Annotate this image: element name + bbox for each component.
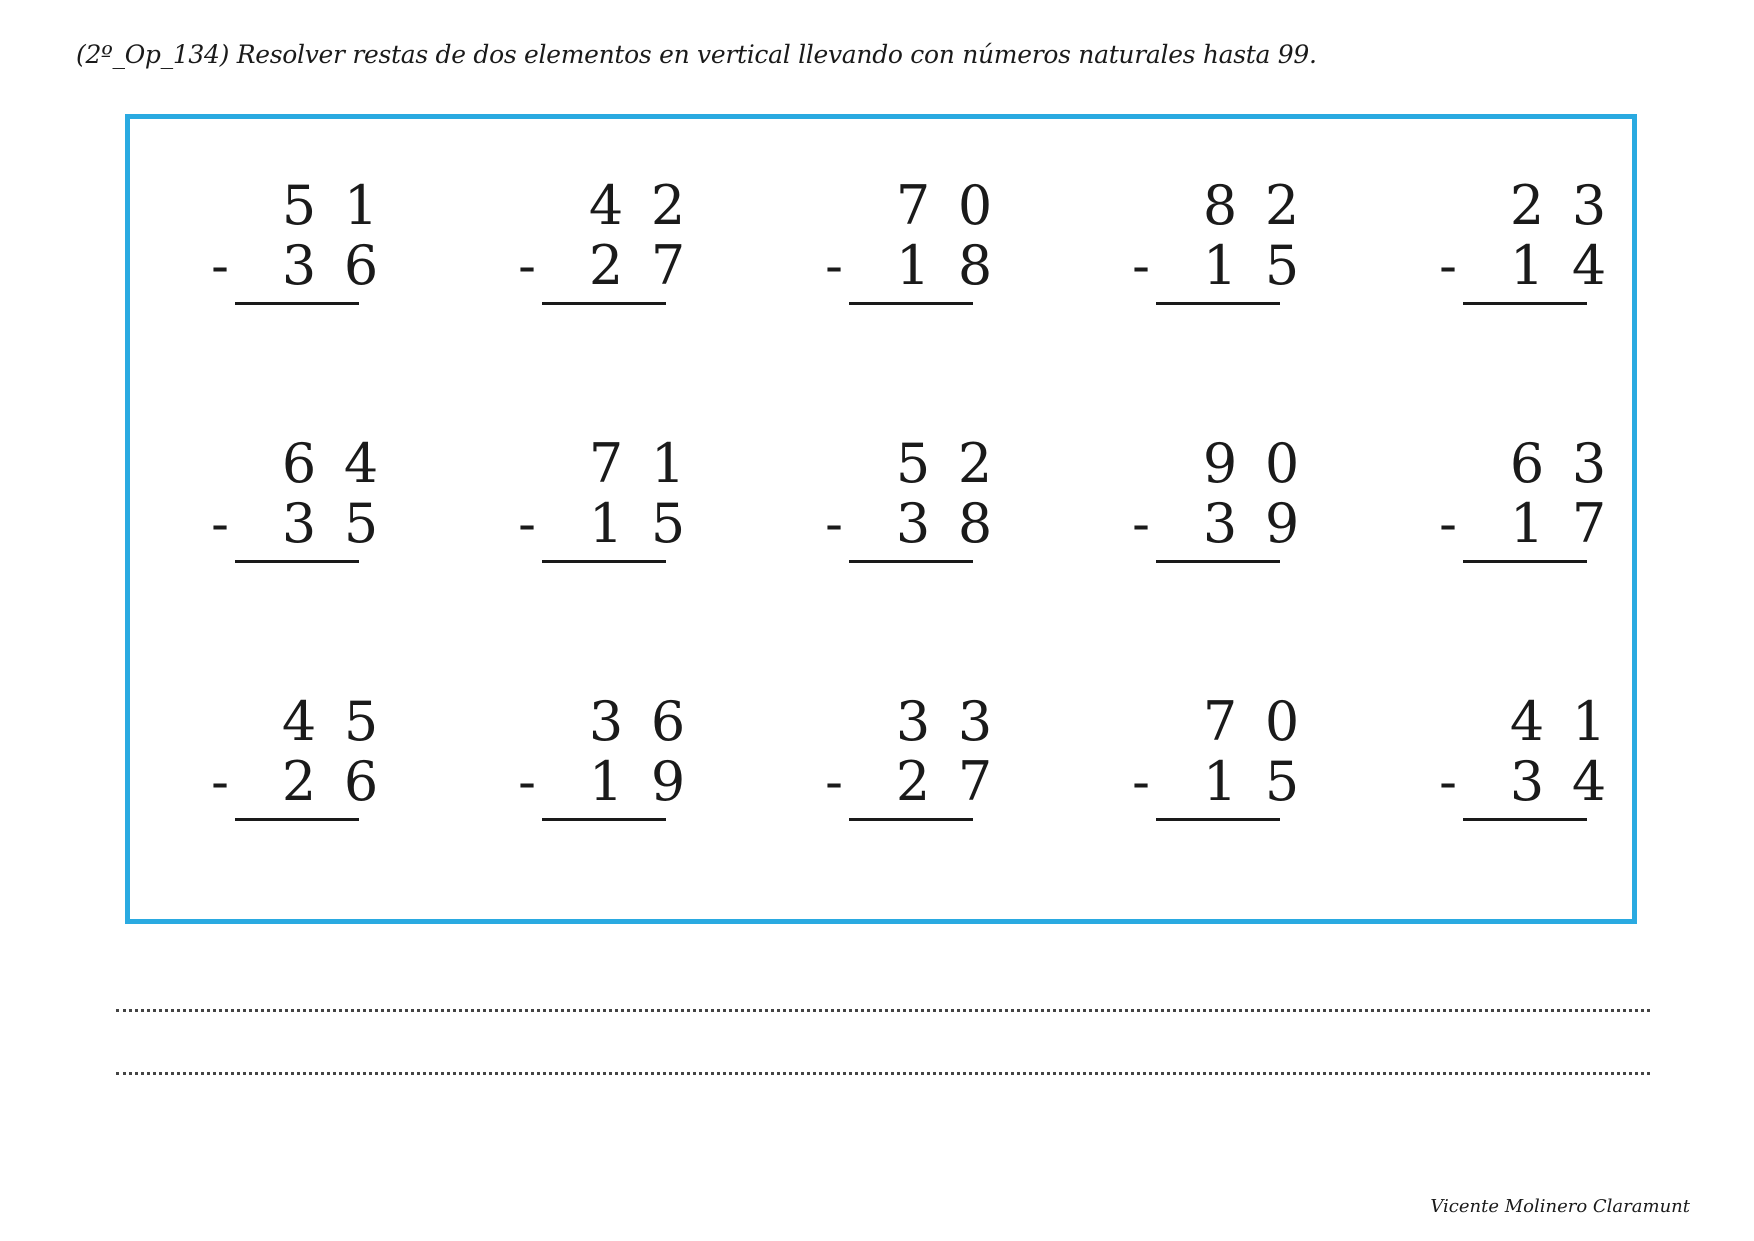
subtraction-exercise [1433,690,1607,820]
subtraction-exercise [819,432,993,562]
subtrahend [512,234,686,298]
minuend-units-digit: 1 [343,174,379,237]
minuend [819,690,993,754]
result-underline [235,818,359,821]
subtrahend-tens-digit: 3 [281,492,317,555]
minuend-tens-digit: 9 [1202,432,1238,495]
subtrahend-tens-digit: 3 [281,234,317,297]
subtrahend-units-digit: 9 [650,750,686,813]
worksheet-title: (2º_Op_134) Resolver restas de dos elementos en vertical llevando con números naturales hasta 99. [76,40,1317,69]
minuend-units-digit: 0 [1264,432,1300,495]
minus-sign: - [824,753,844,811]
subtrahend [819,750,993,814]
result-underline [235,302,359,305]
result-underline [1463,818,1587,821]
subtrahend [1433,234,1607,298]
minuend [1126,174,1300,238]
subtrahend [819,234,993,298]
subtraction-exercise [205,690,379,820]
minuend [512,432,686,496]
minuend-tens-digit: 4 [588,174,624,237]
exercise-frame [125,114,1637,924]
author-signature: Vicente Molinero Claramunt [1430,1196,1690,1217]
subtrahend-tens-digit: 3 [895,492,931,555]
subtrahend-units-digit: 8 [957,492,993,555]
answer-line-2 [116,1072,1650,1075]
minus-sign: - [1131,753,1151,811]
subtrahend-units-digit: 5 [1264,234,1300,297]
minuend-tens-digit: 4 [281,690,317,753]
subtrahend-units-digit: 6 [343,234,379,297]
subtrahend [205,750,379,814]
minus-sign: - [1131,495,1151,553]
subtrahend [1126,492,1300,556]
minus-sign: - [1131,237,1151,295]
minus-sign: - [210,753,230,811]
result-underline [1463,560,1587,563]
minuend [1126,690,1300,754]
minuend-units-digit: 2 [957,432,993,495]
result-underline [849,302,973,305]
minuend [205,174,379,238]
minuend [205,690,379,754]
subtrahend-units-digit: 7 [957,750,993,813]
exercise-grid [130,119,1632,919]
subtrahend-units-digit: 8 [957,234,993,297]
minus-sign: - [824,237,844,295]
subtrahend-tens-digit: 1 [588,492,624,555]
subtrahend-tens-digit: 1 [1202,234,1238,297]
subtraction-exercise [205,174,379,304]
subtrahend-units-digit: 7 [1571,492,1607,555]
subtrahend-units-digit: 5 [1264,750,1300,813]
subtraction-exercise [1433,432,1607,562]
minuend-units-digit: 1 [650,432,686,495]
subtrahend-tens-digit: 1 [1509,234,1545,297]
subtrahend-tens-digit: 2 [895,750,931,813]
subtrahend-tens-digit: 1 [1509,492,1545,555]
minus-sign: - [210,237,230,295]
answer-line-1 [116,1009,1650,1012]
minuend-tens-digit: 7 [1202,690,1238,753]
subtrahend [1433,750,1607,814]
minus-sign: - [1438,237,1458,295]
subtraction-exercise [1126,690,1300,820]
subtraction-exercise [1433,174,1607,304]
minuend-units-digit: 3 [1571,174,1607,237]
minus-sign: - [1438,753,1458,811]
subtrahend [819,492,993,556]
subtrahend [1433,492,1607,556]
subtrahend-tens-digit: 2 [281,750,317,813]
subtrahend-units-digit: 9 [1264,492,1300,555]
minus-sign: - [1438,495,1458,553]
minuend [1433,690,1607,754]
subtrahend [1126,234,1300,298]
minuend [1433,174,1607,238]
minuend-units-digit: 0 [957,174,993,237]
subtrahend-units-digit: 6 [343,750,379,813]
subtrahend [205,492,379,556]
minus-sign: - [517,237,537,295]
minus-sign: - [517,495,537,553]
subtrahend-units-digit: 4 [1571,750,1607,813]
subtrahend [512,750,686,814]
minuend-units-digit: 2 [1264,174,1300,237]
subtraction-exercise [819,174,993,304]
minuend-tens-digit: 3 [588,690,624,753]
result-underline [849,818,973,821]
minuend-units-digit: 1 [1571,690,1607,753]
subtrahend-units-digit: 7 [650,234,686,297]
minuend-tens-digit: 7 [895,174,931,237]
subtrahend-tens-digit: 3 [1509,750,1545,813]
minuend [819,174,993,238]
subtraction-exercise [205,432,379,562]
result-underline [542,560,666,563]
result-underline [542,302,666,305]
minuend-units-digit: 3 [957,690,993,753]
minuend [512,690,686,754]
result-underline [849,560,973,563]
minuend [819,432,993,496]
minuend-tens-digit: 4 [1509,690,1545,753]
subtrahend-tens-digit: 2 [588,234,624,297]
minuend-units-digit: 5 [343,690,379,753]
minuend-units-digit: 0 [1264,690,1300,753]
minuend [205,432,379,496]
minuend-tens-digit: 6 [1509,432,1545,495]
result-underline [235,560,359,563]
subtrahend-tens-digit: 1 [1202,750,1238,813]
minuend-tens-digit: 3 [895,690,931,753]
subtrahend-units-digit: 5 [343,492,379,555]
result-underline [1156,560,1280,563]
subtrahend-tens-digit: 3 [1202,492,1238,555]
subtraction-exercise [512,432,686,562]
minuend-tens-digit: 5 [895,432,931,495]
result-underline [1156,818,1280,821]
subtrahend [205,234,379,298]
result-underline [1463,302,1587,305]
minuend-units-digit: 3 [1571,432,1607,495]
subtrahend-tens-digit: 1 [588,750,624,813]
minuend [1433,432,1607,496]
minuend-units-digit: 6 [650,690,686,753]
minuend-tens-digit: 6 [281,432,317,495]
minuend-tens-digit: 8 [1202,174,1238,237]
subtraction-exercise [512,174,686,304]
subtraction-exercise [1126,432,1300,562]
minus-sign: - [517,753,537,811]
result-underline [1156,302,1280,305]
subtrahend-units-digit: 5 [650,492,686,555]
minus-sign: - [210,495,230,553]
minuend-tens-digit: 2 [1509,174,1545,237]
subtraction-exercise [1126,174,1300,304]
minuend-units-digit: 2 [650,174,686,237]
subtrahend-units-digit: 4 [1571,234,1607,297]
minuend-tens-digit: 7 [588,432,624,495]
minuend [1126,432,1300,496]
subtrahend [1126,750,1300,814]
subtraction-exercise [819,690,993,820]
subtraction-exercise [512,690,686,820]
subtrahend-tens-digit: 1 [895,234,931,297]
result-underline [542,818,666,821]
minuend-tens-digit: 5 [281,174,317,237]
minuend [512,174,686,238]
subtrahend [512,492,686,556]
minus-sign: - [824,495,844,553]
minuend-units-digit: 4 [343,432,379,495]
